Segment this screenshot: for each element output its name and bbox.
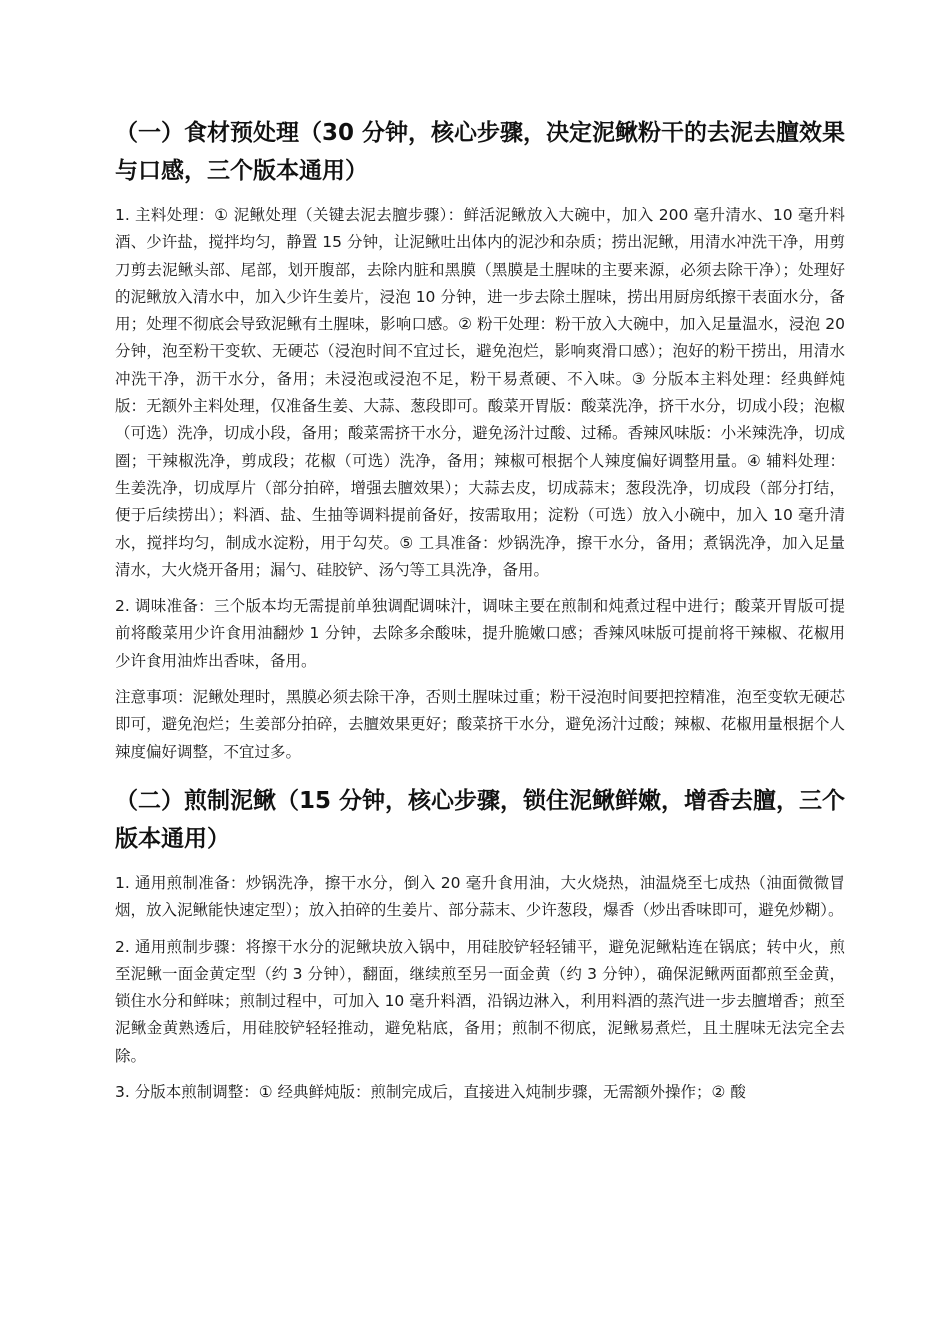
paragraph-main-ingredient-prep: 1. 主料处理：① 泥鳅处理（关键去泥去膻步骤）：鲜活泥鳅放入大碗中，加入 200 毫升清水、10 毫升料酒、少许盐，搅拌均匀，静置 15 分钟，让泥鳅吐出体内的泥沙和杂质；捞出泥鳅，用清水冲洗干净，用剪刀剪去泥鳅头部、尾部，划开腹部，去除内脏和黑膜（黑膜是土腥味的主要来源，必须去除干净）；处理好的泥鳅放入清水中，加入少许生姜片，浸泡 10 分钟，进一步去除土腥味，捞出用厨房纸擦干表面水分，备用；处理不彻底会导致泥鳅有土腥味，影响口感。② 粉干处理：粉干放入大碗中，加入足量温水，浸泡 20 分钟，泡至粉干变软、无硬芯（浸泡时间不宜过长，避免泡烂，影响爽滑口感）；泡好的粉干捞出，用清水冲洗干净，沥干水分，备用；未浸泡或浸泡不足，粉干易煮硬、不入味。③ 分版本主料处理：经典鲜炖版：无额外主料处理，仅准备生姜、大蒜、葱段即可。酸菜开胃版：酸菜洗净，挤干水分，切成小段；泡椒（可选）洗净，切成小段，备用；酸菜需挤干水分，避免汤汁过酸、过稀。香辣风味版：小米辣洗净，切成圈；干辣椒洗净，剪成段；花椒（可选）洗净，备用；辣椒可根据个人辣度偏好调整用量。④ 辅料处理：生姜洗净，切成厚片（部分拍碎，增强去膻效果）；大蒜去皮，切成蒜末；葱段洗净，切成段（部分打结，便于后续捞出）；料酒、盐、生抽等调料提前备好，按需取用；淀粉（可选）放入小碗中，加入 10 毫升清水，搅拌均匀，制成水淀粉，用于勾芡。⑤ 工具准备：炒锅洗净，擦干水分，备用；煮锅洗净，加入足量清水，大火烧开备用；漏勺、硅胶铲、汤勺等工具洗净，备用。: [115, 206, 845, 579]
paragraph-frying-steps: 2. 通用煎制步骤：将擦干水分的泥鳅块放入锅中，用硅胶铲轻轻铺平，避免泥鳅粘连在锅底；转中火，煎至泥鳅一面金黄定型（约 3 分钟），翻面，继续煎至另一面金黄（约 3 分钟），确保泥鳅两面都煎至金黄，锁住水分和鲜味；煎制过程中，可加入 10 毫升料酒，沿锅边淋入，利用料酒的蒸汽进一步去膻增香；煎至泥鳅金黄熟透后，用硅胶铲轻轻推动，避免粘底，备用；煎制不彻底，泥鳅易煮烂，且土腥味无法完全去除。: [115, 937, 845, 1065]
section-heading-1: （一）食材预处理（30 分钟，核心步骤，决定泥鳅粉干的去泥去膻效果与口感，三个版本通用）: [115, 120, 846, 184]
paragraph-seasoning-prep: 2. 调味准备：三个版本均无需提前单独调配调味汁，调味主要在煎制和炖煮过程中进行；酸菜开胃版可提前将酸菜用少许食用油翻炒 1 分钟，去除多余酸味，提升脆嫩口感；香辣风味版可提前将干辣椒、花椒用少许食用油炸出香味，备用。: [115, 597, 845, 670]
section-heading-2: （二）煎制泥鳅（15 分钟，核心步骤，锁住泥鳅鲜嫩，增香去膻，三个版本通用）: [115, 787, 846, 852]
document-body: [115, 114, 845, 1115]
paragraph-version-adjustments: 3. 分版本煎制调整：① 经典鲜炖版：煎制完成后，直接进入炖制步骤，无需额外操作；② 酸: [115, 1083, 746, 1102]
paragraph-notes: 注意事项：泥鳅处理时，黑膜必须去除干净，否则土腥味过重；粉干浸泡时间要把控精准，泡至变软无硬芯即可，避免泡烂；生姜部分拍碎，去膻效果更好；酸菜挤干水分，避免汤汁过酸；辣椒、花椒用量根据个人辣度偏好调整，不宜过多。: [115, 688, 845, 761]
paragraph-frying-prep: 1. 通用煎制准备：炒锅洗净，擦干水分，倒入 20 毫升食用油，大火烧热，油温烧至七成热（油面微微冒烟，放入泥鳅能快速定型）；放入拍碎的生姜片、部分蒜末、少许葱段，爆香（炒出香味即可，避免炒糊）。: [115, 873, 845, 920]
